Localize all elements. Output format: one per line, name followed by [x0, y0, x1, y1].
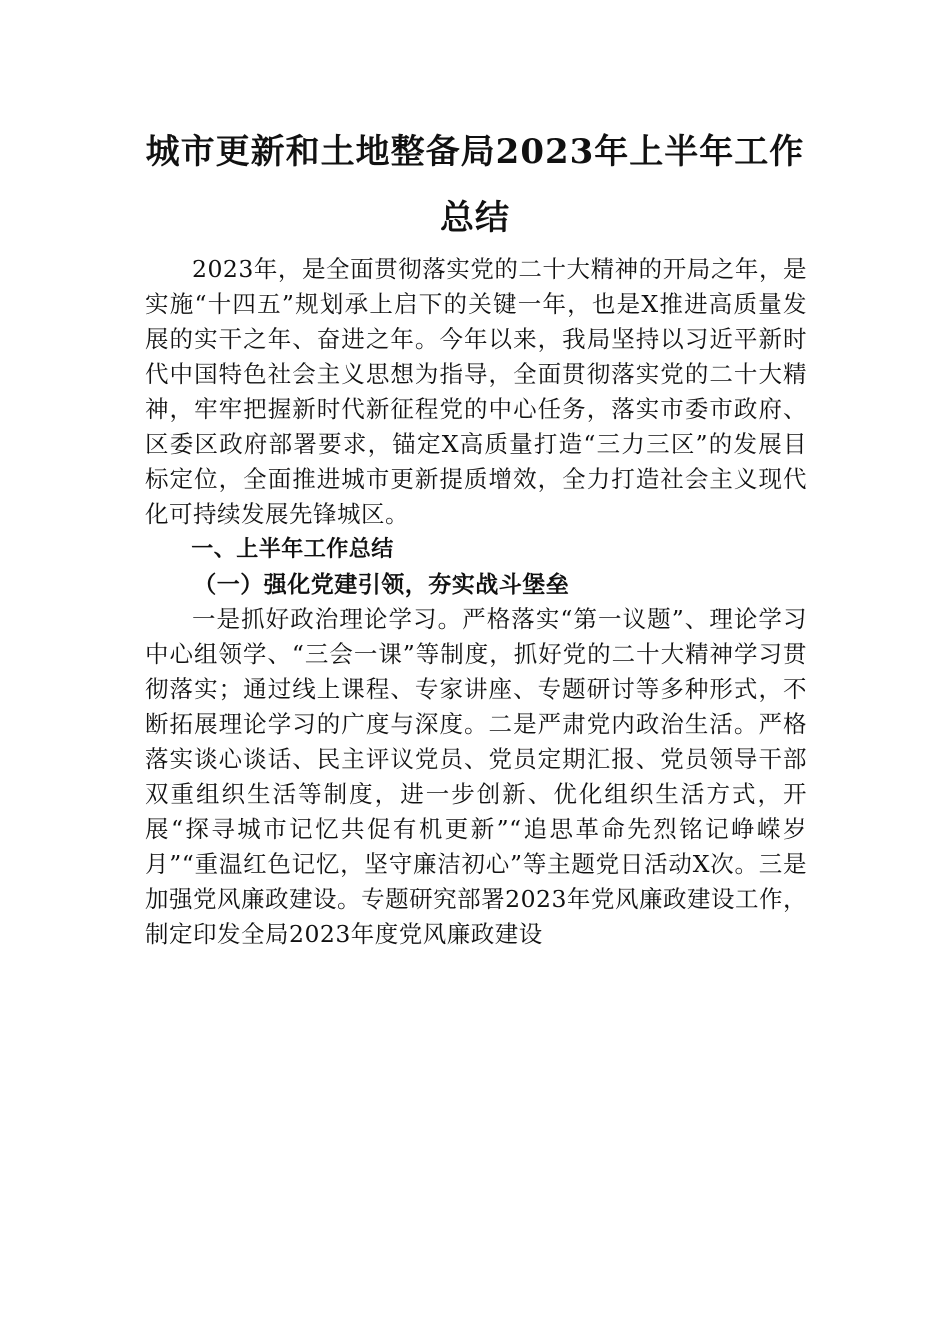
section-heading-1: 一、上半年工作总结	[191, 537, 394, 562]
subsection-paragraph-1: 一是抓好政治理论学习。严格落实“第一议题”、理论学习中心组领学、“三会一课”等制度，抓好党的二十大精神学习贯彻落实；通过线上课程、专家讲座、专题研讨等多种形式，不断拓展理论学习的广度与深度。二是严肃党内政治生活。严格落实谈心谈话、民主评议党员、党员定期汇报、党员领导干部双重组织生活等制度，进一步创新、优化组织生活方式，开展“探寻城市记忆共促有机更新”“追思革命先烈铭记峥嵘岁月”“重温红色记忆，坚守廉洁初心”等主题党日活动X次。三是加强党风廉政建设。专题研究部署2023年党风廉政建设工作，制定印发全局2023年度党风廉政建设	[145, 605, 807, 948]
document-title-line-2: 总结	[440, 198, 510, 238]
intro-paragraph: 2023年，是全面贯彻落实党的二十大精神的开局之年，是实施“十四五”规划承上启下的关键一年，也是X推进高质量发展的实干之年、奋进之年。今年以来，我局坚持以习近平新时代中国特色社会主义思想为指导，全面贯彻落实党的二十大精神，牢牢把握新时代新征程党的中心任务，落实市委市政府、区委区政府部署要求，锚定X高质量打造“三力三区”的发展目标定位，全面推进城市更新提质增效，全力打造社会主义现代化可持续发展先锋城区。	[145, 255, 807, 528]
document-title-line-1: 城市更新和土地整备局2023年上半年工作	[145, 132, 805, 172]
document-body	[145, 252, 807, 952]
subsection-heading-1: （一）强化党建引领，夯实战斗堡垒	[193, 571, 570, 598]
